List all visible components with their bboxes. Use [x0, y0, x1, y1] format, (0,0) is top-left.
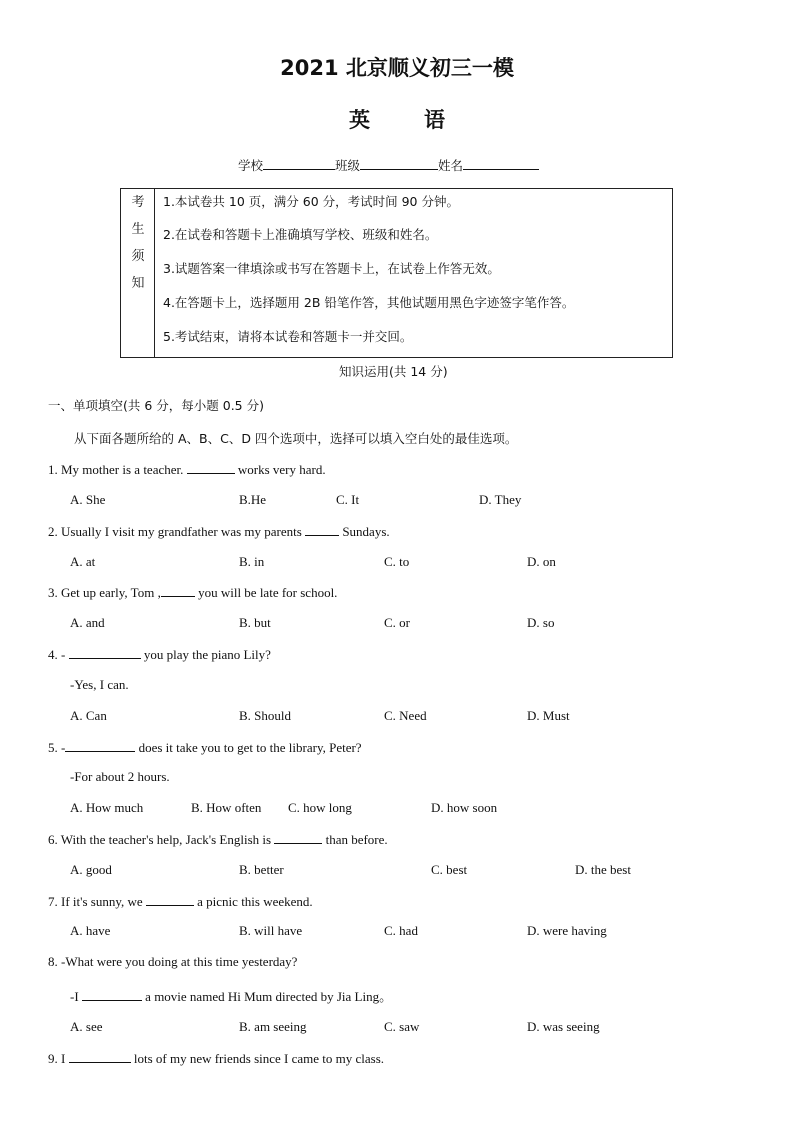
option-c[interactable]: C. Need — [384, 708, 427, 723]
question-text: Sundays. — [342, 524, 390, 539]
question-text: a picnic this weekend. — [197, 894, 313, 909]
name-field[interactable] — [463, 157, 539, 170]
question-text: 5. - — [48, 740, 66, 755]
option-c[interactable]: C. saw — [384, 1019, 420, 1034]
option-a[interactable]: A. How much — [70, 800, 144, 815]
option-c[interactable]: C. had — [384, 923, 418, 938]
notice-side-label — [121, 189, 155, 357]
answer-blank[interactable] — [82, 988, 142, 1001]
option-a[interactable]: A. see — [70, 1019, 103, 1034]
question-text: a movie named Hi Mum directed by Jia Ling。 — [145, 989, 393, 1004]
question-6 — [48, 831, 388, 848]
question-7 — [48, 893, 313, 910]
option-d[interactable]: D. was seeing — [527, 1019, 600, 1034]
option-c[interactable]: C. best — [431, 862, 468, 877]
option-a[interactable]: A. Can — [70, 708, 107, 723]
question-text: lots of my new friends since I came to my class. — [133, 1051, 385, 1066]
question-text: does it take you to get to the library, Peter? — [138, 740, 362, 755]
option-b[interactable]: B.He — [239, 492, 267, 507]
section-heading: 一、单项填空(共 6 分，每小题 0.5 分) — [48, 398, 264, 413]
option-d[interactable]: D. the best — [575, 862, 631, 877]
dialogue-answer: -Yes, I can. — [70, 677, 129, 692]
option-b[interactable]: B. am seeing — [239, 1019, 307, 1034]
question-text: works very hard. — [237, 462, 326, 477]
question-text: 4. - — [48, 647, 66, 662]
option-d[interactable]: D. so — [527, 615, 555, 630]
question-text: 1. My mother is a teacher. — [48, 462, 184, 477]
name-label: 姓名 — [438, 158, 464, 173]
notice-side-char: 须 — [131, 249, 145, 264]
option-a[interactable]: A. good — [70, 862, 112, 877]
section-instruction: 从下面各题所给的 A、B、C、D 四个选项中，选择可以填入空白处的最佳选项。 — [74, 431, 518, 446]
dialogue-answer: -For about 2 hours. — [70, 769, 170, 784]
notice-item: 3.试题答案一律填涂或书写在答题卡上，在试卷上作答无效。 — [163, 261, 500, 276]
option-b[interactable]: B. but — [239, 615, 271, 630]
option-a[interactable]: A. have — [70, 923, 111, 938]
answer-blank[interactable] — [305, 523, 339, 536]
question-text: 2. Usually I visit my grandfather was my parents — [48, 524, 302, 539]
question-text: you will be late for school. — [198, 585, 338, 600]
question-9 — [48, 1050, 384, 1067]
option-d[interactable]: D. Must — [527, 708, 570, 723]
option-c[interactable]: C. how long — [288, 800, 352, 815]
document-title: 2021 北京顺义初三一模 — [280, 56, 514, 80]
option-a[interactable]: A. She — [70, 492, 106, 507]
question-text: 9. I — [48, 1051, 66, 1066]
school-label: 学校 — [238, 158, 264, 173]
question-text: 6. With the teacher's help, Jack's English is — [48, 832, 272, 847]
option-c[interactable]: C. or — [384, 615, 410, 630]
option-d[interactable]: D. on — [527, 554, 556, 569]
question-text: -I — [70, 989, 79, 1004]
exam-notice-box — [120, 188, 673, 358]
notice-side-char: 考 — [131, 195, 145, 210]
option-d[interactable]: D. They — [479, 492, 522, 507]
notice-side-char: 生 — [131, 222, 145, 237]
question-8: 8. -What were you doing at this time yesterday? — [48, 954, 298, 969]
option-d[interactable]: D. were having — [527, 923, 607, 938]
question-text: 7. If it's sunny, we — [48, 894, 143, 909]
question-2 — [48, 523, 390, 540]
notice-item: 1.本试卷共 10 页，满分 60 分，考试时间 90 分钟。 — [163, 194, 459, 209]
answer-blank[interactable] — [69, 646, 141, 659]
notice-item: 2.在试卷和答题卡上准确填写学校、班级和姓名。 — [163, 227, 438, 242]
option-a[interactable]: A. and — [70, 615, 105, 630]
option-b[interactable]: B. in — [239, 554, 265, 569]
answer-blank[interactable] — [146, 893, 194, 906]
option-d[interactable]: D. how soon — [431, 800, 498, 815]
class-label: 班级 — [335, 158, 361, 173]
option-b[interactable]: B. will have — [239, 923, 303, 938]
option-c[interactable]: C. It — [336, 492, 360, 507]
notice-item: 5.考试结束，请将本试卷和答题卡一并交回。 — [163, 329, 413, 344]
class-field[interactable] — [360, 157, 438, 170]
answer-blank[interactable] — [161, 584, 195, 597]
answer-blank[interactable] — [69, 1050, 131, 1063]
option-b[interactable]: B. better — [239, 862, 284, 877]
question-4 — [48, 646, 271, 663]
student-info-line — [238, 156, 539, 174]
school-field[interactable] — [263, 157, 335, 170]
notice-side-char: 知 — [131, 276, 145, 291]
dialogue-answer — [70, 986, 392, 1005]
notice-item: 4.在答题卡上，选择题用 2B 铅笔作答，其他试题用黑色字迹签字笔作答。 — [163, 295, 575, 310]
subject-char-2: 语 — [424, 108, 445, 132]
answer-blank[interactable] — [187, 461, 235, 474]
answer-blank[interactable] — [65, 739, 135, 752]
question-3 — [48, 584, 337, 601]
option-b[interactable]: B. Should — [239, 708, 292, 723]
option-b[interactable]: B. How often — [191, 800, 262, 815]
question-text: than before. — [325, 832, 388, 847]
option-c[interactable]: C. to — [384, 554, 410, 569]
question-5 — [48, 739, 362, 756]
subject-char-1: 英 — [349, 108, 370, 132]
question-1 — [48, 461, 326, 478]
option-a[interactable]: A. at — [70, 554, 96, 569]
answer-blank[interactable] — [274, 831, 322, 844]
question-text: you play the piano Lily? — [143, 647, 271, 662]
part-title: 知识运用(共 14 分) — [339, 364, 448, 379]
question-text: 3. Get up early, Tom , — [48, 585, 161, 600]
